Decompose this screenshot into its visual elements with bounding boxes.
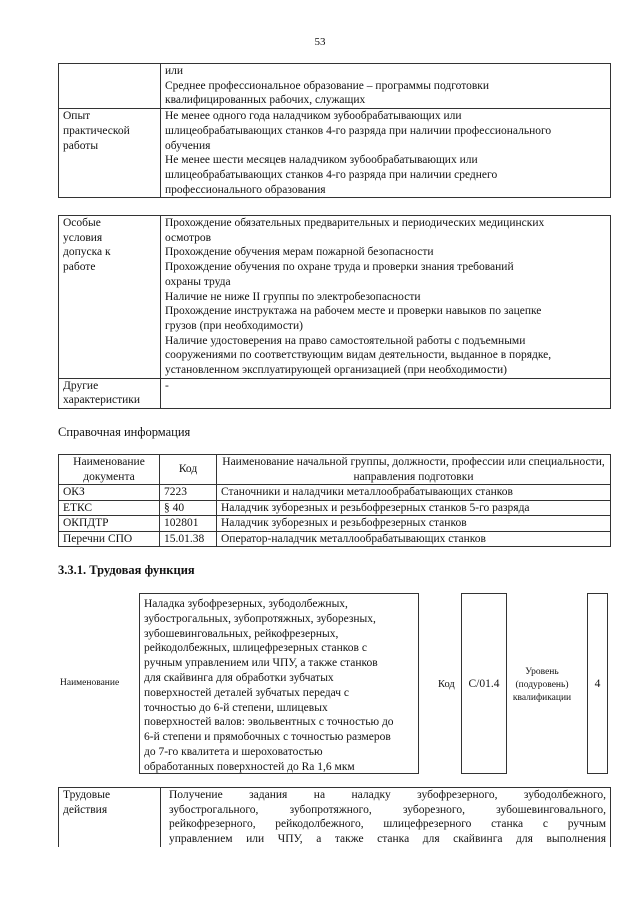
labor-action-line: зубострогального, зубопротяжного, зуборезного, зубошевинговального, [169,803,606,816]
header-document: Наименование документа [59,455,160,485]
function-name-line: Наладка зубофрезерных, зубодолбежных, [144,598,348,610]
labor-actions-label-line: Трудовые [63,789,111,801]
row-content [161,109,611,198]
level-label-line: Уровень [525,667,559,677]
row-label-line: практической [63,124,130,137]
row-content-line: обучения [165,139,211,152]
row-label-line: работы [63,139,99,152]
table-row [59,216,611,379]
row-content-line: квалифицированных рабочих, служащих [165,94,366,107]
row-content-line: Прохождение обучения по охране труда и проверки знания требований [165,261,514,274]
row-content-line: или [165,65,184,77]
reference-row [59,516,611,532]
labor-action-line: рейкофрезерного, рейкодолбежного, шлицефрезерного станка с ручным [169,818,606,831]
row-label-line: условия [63,231,103,244]
row-content-line: установленном эксплуатирующей организацией (при необходимости) [165,364,507,377]
function-name-line: зубошевинговальных, рейкофрезерных, [144,627,339,640]
education-experience-table [58,63,611,198]
ref-code: 7223 [160,485,217,501]
function-name-line: до 7-го квалитета и шероховатостью [144,745,323,758]
ref-document: ЕТКС [59,500,160,516]
admission-conditions-table [58,215,611,409]
ref-document: Перечни СПО [59,531,160,547]
ref-name: Станочники и наладчики металлообрабатывающих станков [217,485,611,501]
table-row [59,378,611,408]
labor-action-line: управлением или ЧПУ, а также станка для скайвинга для выполнения [169,833,606,846]
ref-document: ОКПДТР [59,516,160,532]
reference-header-row [59,455,611,485]
ref-code: 102801 [160,516,217,532]
row-content-line: шлицеобрабатывающих станков 4-го разряда при наличии среднего [165,168,498,181]
row-content-line: осмотров [165,231,212,244]
code-value: C/01.4 [461,593,507,774]
labor-actions-table [58,787,611,847]
table-row [59,64,611,109]
table-row [59,109,611,198]
ref-code: 15.01.38 [160,531,217,547]
function-name-line: обработанных поверхностей до Ra 1,6 мкм [144,760,355,773]
header-code: Код [160,455,217,485]
reference-row [59,531,611,547]
row-content-line: шлицеобрабатывающих станков 4-го разряда при наличии профессионального [165,124,552,137]
function-name-line: поверхностей валов: эвольвентных с точностью до [144,716,394,729]
labor-action-line: Получение задания на наладку зубофрезерного, зубодолбежного, [169,789,606,801]
function-name-line: точностью до 6-й степени, шлицевых [144,701,328,714]
row-content-line: сооружениями по соответствующим видам деятельности, выданное в порядке, [165,349,552,362]
ref-name: Оператор-наладчик металлообрабатывающих станков [217,531,611,547]
row-content-line: Не менее шести месяцев наладчиком зубообрабатывающих или [165,154,478,167]
reference-title: Справочная информация [58,425,191,439]
qualification-level-value: 4 [587,593,608,774]
row-content [161,378,611,408]
row-label [59,378,161,408]
function-name-line: для скайвинга для обработки зубчатых [144,671,334,684]
ref-name: Наладчик зуборезных и резьбофрезерных станков 5-го разряда [217,500,611,516]
code-label: Код [438,679,455,690]
ref-name: Наладчик зуборезных и резьбофрезерных станков [217,516,611,532]
reference-row [59,500,611,516]
function-name-line: 6-й степени и прямобочных с точностью размеров [144,731,391,744]
row-label [59,64,161,109]
row-content-line: Прохождение обязательных предварительных и периодических медицинских [165,217,545,229]
ref-document: ОКЗ [59,485,160,501]
ref-code: § 40 [160,500,217,516]
level-label-line: квалификации [512,693,572,703]
row-label-line: работе [63,261,96,274]
function-name-line: рейкодолбежных, шлицефрезерных станков с [144,642,367,655]
row-label-line: Опыт [63,110,91,123]
row-content-line: Прохождение обучения мерам пожарной безопасности [165,246,434,259]
labor-actions-row [59,788,611,847]
page-number: 53 [314,36,326,48]
labor-actions-text [161,788,611,847]
level-label-line: (подуровень) [515,680,569,690]
row-content-line: - [165,379,169,392]
labor-actions-label [59,788,161,847]
row-content-line: Прохождение инструктажа на рабочем месте и проверки навыков по зацепке [165,305,542,318]
row-content-line: Среднее профессиональное образование – программы подготовки [165,79,490,92]
row-content-line: Наличие не ниже II группы по электробезопасности [165,290,421,303]
row-content [161,216,611,379]
function-name-line: ручным управлением или ЧПУ, а также станков [144,657,378,670]
row-label [59,216,161,379]
row-label-line: Другие [63,379,99,392]
section-heading: 3.3.1. Трудовая функция [58,563,195,577]
row-content-line: Не менее одного года наладчиком зубообрабатывающих или [165,110,462,123]
function-name-box [139,593,419,774]
row-label [59,109,161,198]
reference-table [58,454,611,547]
function-name-line: зубострогальных, зубопротяжных, зуборезных, [144,612,376,625]
row-content-line: охраны труда [165,275,231,288]
header-group-name: Наименование начальной группы, должности, профессии или специальности, направления подготовки [217,455,611,485]
qualification-level-label [512,666,572,705]
row-content [161,64,611,109]
row-content-line: профессионального образования [165,183,326,196]
row-label-line: характеристики [63,394,141,407]
function-name-label: Наименование [60,678,120,688]
row-label-line: допуска к [63,246,111,259]
reference-row [59,485,611,501]
row-content-line: грузов (при необходимости) [165,319,303,332]
row-label-line: Особые [63,217,101,229]
labor-actions-label-line: действия [63,803,108,816]
function-name-line: поверхностей деталей зубчатых передач с [144,686,350,699]
row-content-line: Наличие удостоверения на право самостоятельной работы с подъемными [165,334,526,347]
